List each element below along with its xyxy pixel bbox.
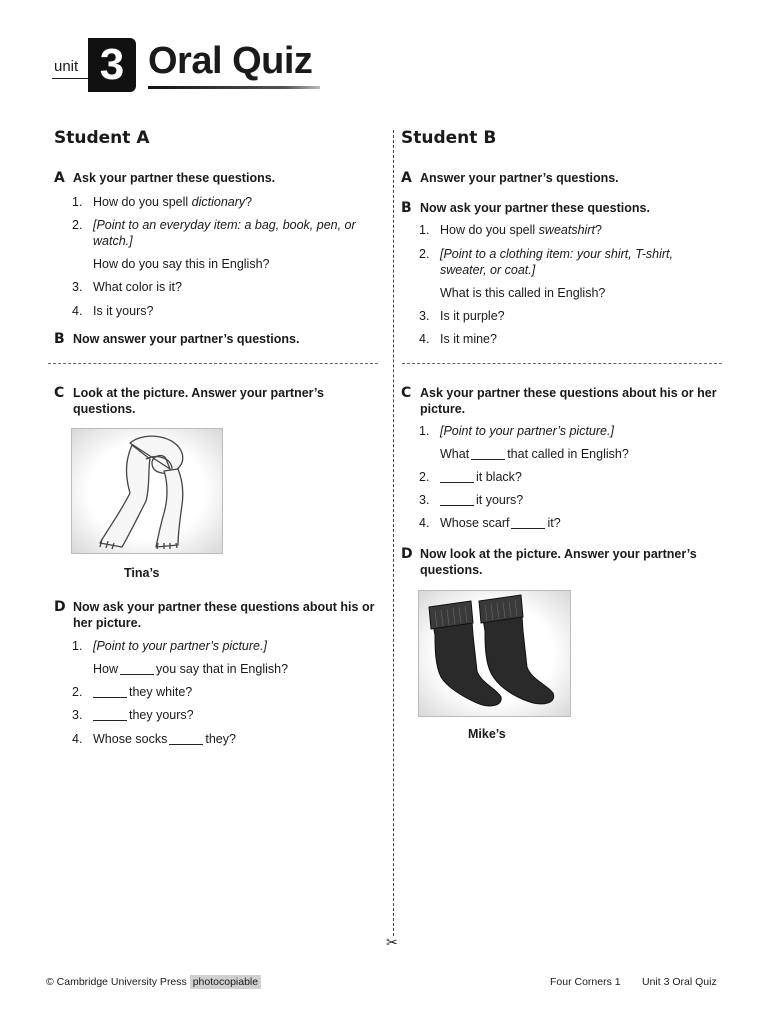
question-item bbox=[72, 731, 372, 747]
scissors-icon: ✂ bbox=[386, 934, 398, 950]
question-number: 3. bbox=[419, 309, 430, 323]
question-text: it black? bbox=[476, 470, 522, 484]
question-text: Is it purple? bbox=[440, 309, 505, 323]
scarf-picture bbox=[71, 428, 223, 554]
question-text: Whose scarf bbox=[440, 516, 510, 530]
followup-end: that called in English? bbox=[507, 447, 629, 461]
question-number: 1. bbox=[72, 195, 83, 209]
question-number: 4. bbox=[419, 332, 430, 346]
question-number: 2. bbox=[72, 685, 83, 699]
question-item bbox=[72, 638, 372, 654]
section-letter: D bbox=[54, 599, 66, 615]
question-end: ? bbox=[594, 223, 602, 237]
question-text: How do you spell bbox=[440, 223, 539, 237]
question-item bbox=[419, 515, 719, 531]
question-text: Is it yours? bbox=[93, 304, 154, 318]
question-text: [Point to an everyday item: a bag, book, pen, or watch.] bbox=[93, 218, 356, 248]
student-a-section-a bbox=[54, 170, 374, 186]
title-rule bbox=[148, 86, 320, 89]
scarf-icon bbox=[72, 429, 222, 553]
question-followup: What is this called in English? bbox=[440, 286, 606, 300]
question-number: 3. bbox=[72, 708, 83, 722]
answer-blank bbox=[440, 470, 474, 483]
question-number: 3. bbox=[72, 280, 83, 294]
question-text: How do you spell bbox=[93, 195, 192, 209]
answer-blank bbox=[120, 662, 154, 675]
question-text: it yours? bbox=[476, 493, 524, 507]
question-number: 4. bbox=[72, 732, 83, 746]
section-letter: C bbox=[54, 385, 65, 401]
question-text: Is it mine? bbox=[440, 332, 497, 346]
question-number: 2. bbox=[419, 470, 430, 484]
answer-blank bbox=[93, 708, 127, 721]
question-text: they white? bbox=[129, 685, 193, 699]
unit-number-badge: 3 bbox=[88, 38, 136, 92]
question-item bbox=[419, 492, 719, 508]
question-number: 4. bbox=[72, 304, 83, 318]
question-text: they yours? bbox=[129, 708, 194, 722]
unit-underline bbox=[52, 78, 90, 79]
photocopiable-badge: photocopiable bbox=[190, 975, 261, 989]
student-b-section-c bbox=[401, 385, 721, 417]
question-text: Whose socks bbox=[93, 732, 168, 746]
followup-start: What bbox=[440, 447, 470, 461]
answer-blank bbox=[471, 447, 505, 460]
section-instruction: Now look at the picture. Answer your partner’s questions. bbox=[420, 547, 697, 577]
picture-caption: Tina’s bbox=[124, 566, 160, 580]
question-item bbox=[419, 423, 719, 439]
question-item bbox=[419, 246, 719, 278]
footer-book: Four Corners 1 bbox=[550, 976, 621, 988]
student-b-section-a bbox=[401, 170, 721, 186]
question-item bbox=[72, 684, 372, 700]
row-divider-left bbox=[48, 363, 378, 364]
student-a-section-c bbox=[54, 385, 354, 417]
row-divider-right bbox=[402, 363, 722, 364]
section-instruction: Now answer your partner’s questions. bbox=[73, 332, 300, 346]
column-divider bbox=[393, 130, 394, 936]
question-item bbox=[72, 279, 372, 295]
socks-icon bbox=[419, 591, 570, 716]
question-text-end: they? bbox=[205, 732, 236, 746]
question-word: dictionary bbox=[191, 195, 246, 209]
question-item bbox=[419, 308, 719, 324]
student-b-question-list bbox=[419, 222, 719, 347]
followup-start: How bbox=[93, 662, 119, 676]
question-word: sweatshirt bbox=[538, 223, 595, 237]
question-item bbox=[419, 222, 719, 238]
footer-unit-label: Unit 3 Oral Quiz bbox=[642, 976, 717, 988]
question-text: [Point to your partner’s picture.] bbox=[440, 424, 614, 438]
question-number: 3. bbox=[419, 493, 430, 507]
section-instruction: Ask your partner these questions. bbox=[73, 171, 276, 185]
footer-left bbox=[46, 976, 261, 988]
question-number: 4. bbox=[419, 516, 430, 530]
question-followup: How do you say this in English? bbox=[93, 257, 270, 271]
section-letter: B bbox=[54, 331, 65, 347]
question-number: 2. bbox=[419, 247, 430, 261]
copyright-text: © Cambridge University Press bbox=[46, 976, 187, 988]
section-instruction: Look at the picture. Answer your partner’s questions. bbox=[73, 386, 324, 416]
section-letter: D bbox=[401, 546, 413, 562]
section-instruction: Now ask your partner these questions. bbox=[420, 201, 650, 215]
answer-blank bbox=[169, 732, 203, 745]
socks-picture bbox=[418, 590, 571, 717]
question-end: ? bbox=[245, 195, 253, 209]
section-letter: B bbox=[401, 200, 412, 216]
question-item bbox=[419, 469, 719, 485]
followup-end: you say that in English? bbox=[156, 662, 289, 676]
answer-blank bbox=[511, 516, 545, 529]
question-text-end: it? bbox=[547, 516, 561, 530]
question-followup bbox=[440, 446, 719, 462]
page-title: Oral Quiz bbox=[148, 40, 313, 82]
student-b-section-b bbox=[401, 200, 721, 216]
student-a-question-list bbox=[72, 194, 372, 319]
student-a-d-questions bbox=[72, 638, 372, 747]
section-instruction: Answer your partner’s questions. bbox=[420, 171, 619, 185]
section-instruction: Now ask your partner these questions about his or her picture. bbox=[73, 600, 375, 630]
picture-caption: Mike’s bbox=[468, 727, 506, 741]
section-instruction: Ask your partner these questions about his or her picture. bbox=[420, 386, 717, 416]
question-item bbox=[72, 707, 372, 723]
unit-label: unit bbox=[54, 58, 79, 75]
section-letter: C bbox=[401, 385, 412, 401]
student-a-title: Student A bbox=[54, 128, 150, 148]
answer-blank bbox=[93, 685, 127, 698]
student-a-section-b bbox=[54, 331, 374, 347]
question-item bbox=[72, 194, 372, 210]
question-number: 1. bbox=[72, 639, 83, 653]
question-text: What color is it? bbox=[93, 280, 182, 294]
question-text: [Point to a clothing item: your shirt, T-shirt, sweater, or coat.] bbox=[440, 247, 673, 277]
student-b-title: Student B bbox=[401, 128, 497, 148]
answer-blank bbox=[440, 493, 474, 506]
student-b-c-questions bbox=[419, 423, 719, 531]
section-letter: A bbox=[401, 170, 412, 186]
section-letter: A bbox=[54, 170, 65, 186]
question-item bbox=[72, 303, 372, 319]
question-number: 2. bbox=[72, 218, 83, 232]
student-a-section-d bbox=[54, 599, 378, 631]
question-number: 1. bbox=[419, 223, 430, 237]
question-text: [Point to your partner’s picture.] bbox=[93, 639, 267, 653]
question-item bbox=[72, 217, 372, 249]
student-b-section-d bbox=[401, 546, 721, 578]
question-item bbox=[419, 331, 719, 347]
question-number: 1. bbox=[419, 424, 430, 438]
question-followup bbox=[93, 661, 372, 677]
